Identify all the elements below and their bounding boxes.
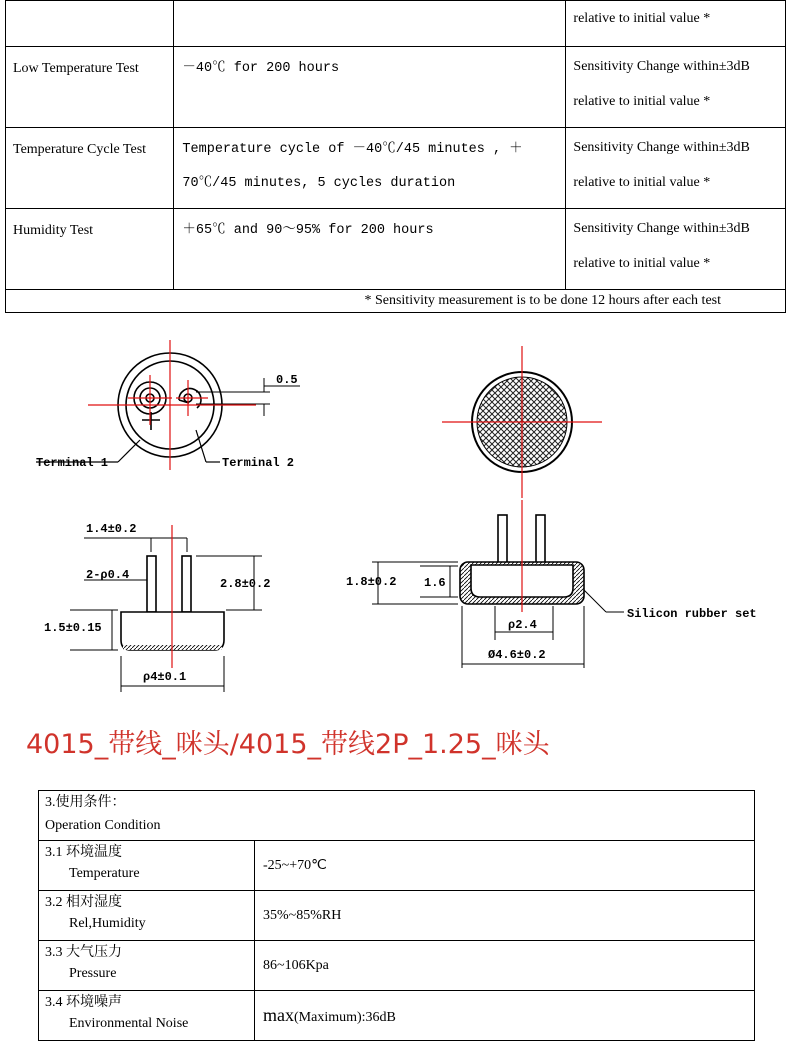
criteria-line: relative to initial value *: [573, 94, 711, 109]
param-name-en: Rel,Humidity: [69, 916, 146, 931]
table-row: [39, 941, 755, 991]
table-header-row: [39, 791, 755, 841]
test-condition: ＋65℃ and 90～95% for 200 hours: [182, 223, 434, 238]
dim-2-8: 2.8±0.2: [220, 577, 271, 591]
param-value: -25~+70℃: [255, 841, 755, 891]
test-name-cell: [6, 1, 174, 47]
test-name: Humidity Test: [13, 223, 94, 238]
param-value: [255, 991, 755, 1041]
param-value-prefix: max: [263, 1005, 294, 1025]
test-condition: －40℃ for 200 hours: [182, 61, 340, 76]
criteria-line: Sensitivity Change within±3dB: [573, 140, 750, 155]
param-name-cn: 3.1 环境温度: [45, 845, 122, 860]
table-row: [39, 841, 755, 891]
silicon-rubber-label: Silicon rubber set: [627, 607, 757, 621]
table-row: [39, 891, 755, 941]
param-value: 35%~85%RH: [255, 891, 755, 941]
table-row: [6, 128, 786, 209]
side-view-pins: [70, 538, 262, 692]
table-row: [6, 209, 786, 290]
mechanical-drawing: [0, 330, 790, 710]
section-heading-cn: 3.使用条件：: [45, 795, 126, 810]
dim-1-8: 1.8±0.2: [346, 575, 397, 589]
dim-1-6: 1.6: [424, 576, 446, 590]
param-name-en: Pressure: [69, 966, 117, 981]
terminal-1-label: Terminal 1: [36, 456, 109, 470]
dim-p2-4: ρ2.4: [508, 618, 537, 632]
param-name-cn: 3.4 环境噪声: [45, 995, 122, 1010]
dim-1-4: 1.4±0.2: [86, 522, 137, 536]
top-view: [442, 346, 602, 498]
table-row: [39, 991, 755, 1041]
bottom-view: [36, 353, 300, 462]
param-name-cn: 3.2 相对湿度: [45, 895, 122, 910]
operation-condition-table: [38, 790, 755, 1041]
param-name-en: Temperature: [69, 866, 140, 881]
criteria-line: Sensitivity Change within±3dB: [573, 221, 750, 236]
reliability-test-table: [5, 0, 786, 313]
param-value-text: (Maximum):36dB: [294, 1010, 396, 1025]
dim-2-p0-4: 2-ρ0.4: [86, 568, 130, 582]
table-note-row: [6, 290, 786, 313]
product-title: 4015_带线_咪头/4015_带线2P_1.25_咪头: [26, 729, 550, 760]
dim-0-5: 0.5: [276, 373, 298, 387]
dim-4-6: Ø4.6±0.2: [488, 648, 546, 662]
section-view: [372, 515, 624, 668]
test-condition: Temperature cycle of －40℃/45 minutes , ＋70℃/45 minutes, 5 cycles duration: [182, 142, 523, 191]
terminal-2-label: Terminal 2: [222, 456, 295, 470]
test-name: Low Temperature Test: [13, 61, 139, 76]
test-criteria-cell: [566, 1, 786, 47]
dim-p4: ρ4±0.1: [143, 670, 187, 684]
criteria-line: relative to initial value *: [573, 175, 711, 190]
sensitivity-note: * Sensitivity measurement is to be done 12 hours after each test: [6, 290, 786, 313]
table-row: [6, 47, 786, 128]
section-heading-en: Operation Condition: [45, 818, 161, 833]
criteria-line: Sensitivity Change within±3dB: [573, 59, 750, 74]
param-name-cn: 3.3 大气压力: [45, 945, 122, 960]
test-name: Temperature Cycle Test: [13, 142, 147, 157]
center-lines: [88, 340, 256, 470]
criteria-line: relative to initial value *: [573, 256, 711, 271]
dim-1-5: 1.5±0.15: [44, 621, 102, 635]
criteria-line: relative to initial value *: [573, 11, 711, 26]
param-value: 86~106Kpa: [255, 941, 755, 991]
param-name-en: Environmental Noise: [69, 1016, 189, 1031]
